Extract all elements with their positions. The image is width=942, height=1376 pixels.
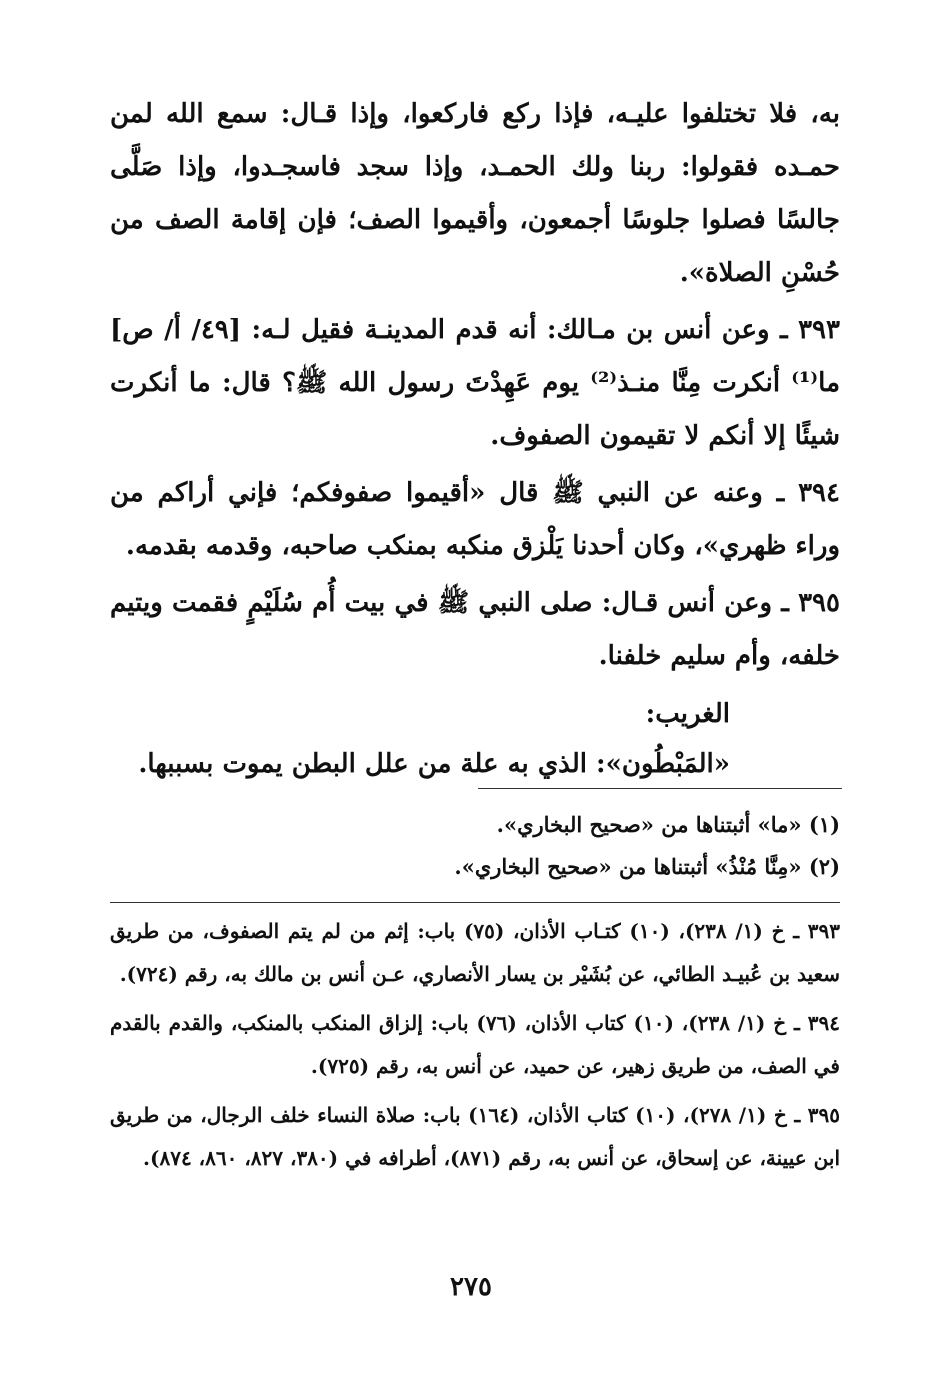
hadith-393-paragraph: ٣٩٣ ـ وعن أنس بن مـالك: أنه قدم المدينـة فقيل لـه: [٤٩/ أ/ ص] ما⁽¹⁾ أنكرت مِنَّا منـذ⁽²⁾ يوم عَهِدْتَ رسول الله ﷺ؟ قال: ما أنكرت شيئًا إلا أنكم لا تقيمون الصفوف. [110, 315, 841, 451]
hadith-continuation-paragraph: به، فلا تختلفوا عليـه، فإذا ركع فاركعوا، وإذا قـال: سمع الله لمن حمـده فقولوا: ربنا ولك الحمـد، وإذا سجد فاسجـدوا، وإذا صَلَّى جالسًا فصلوا جلوسًا أجمعون، وأقيموا الصف؛ فإن إقامة الصف من حُسْنِ الصلاة». [110, 99, 840, 288]
footnotes [110, 804, 840, 888]
takhrij-notes [110, 910, 840, 1186]
hadith-395-paragraph: ٣٩٥ ـ وعن أنس قـال: صلى النبي ﷺ في بيت أُم سُلَيْمٍ فقمت ويتيم خلفه، وأم سليم خلفنا. [110, 588, 840, 671]
takhrij-394: ٣٩٤ ـ خ (١/ ٢٣٨)، (١٠) كتاب الأذان، (٧٦) باب: إلزاق المنكب بالمنكب، والقدم بالقدم في الصف، من طريق زهير، عن حميد، عن أنس به، رقم (٧٢٥). [110, 1011, 840, 1078]
takhrij-395: ٣٩٥ ـ خ (١/ ٢٧٨)، (١٠) كتاب الأذان، (١٦٤) باب: صلاة النساء خلف الرجال، من طريق ابن عيينة، عن إسحاق، عن أنس به، رقم (٨٧١)، أطرافه في (٣٨٠، ٨٢٧، ٨٦٠، ٨٧٤). [110, 1103, 840, 1170]
main-text [110, 88, 840, 789]
footnote-separator [478, 788, 842, 789]
footnote-1: (١) «ما» أثبتناها من «صحيح البخاري». [496, 812, 840, 837]
gharib-definition: «المَبْطُون»: الذي به علة من علل البطن يموت بسببها. [138, 749, 730, 779]
takhrij-separator [110, 902, 840, 903]
takhrij-393: ٣٩٣ ـ خ (١/ ٢٣٨)، (١٠) كتـاب الأذان، (٧٥) باب: إثم من لم يتم الصفوف، من طريق سعيد بن عُبيـد الطائي، عن بُشَيْر بن يسار الأنصاري، عـن أنس بن مالك به، رقم (٧٢٤). [110, 919, 840, 986]
footnote-2: (٢) «مِنَّا مُنْذُ» أثبتناها من «صحيح البخاري». [454, 854, 840, 879]
page-number: ٢٧٥ [450, 1272, 492, 1302]
gharib-heading: الغريب: [645, 699, 730, 729]
hadith-394-paragraph: ٣٩٤ ـ وعنه عن النبي ﷺ قال «أقيموا صفوفكم؛ فإني أراكم من وراء ظهري»، وكان أحدنا يَلْزق منكبه بمنكب صاحبه، وقدمه بقدمه. [110, 478, 840, 561]
